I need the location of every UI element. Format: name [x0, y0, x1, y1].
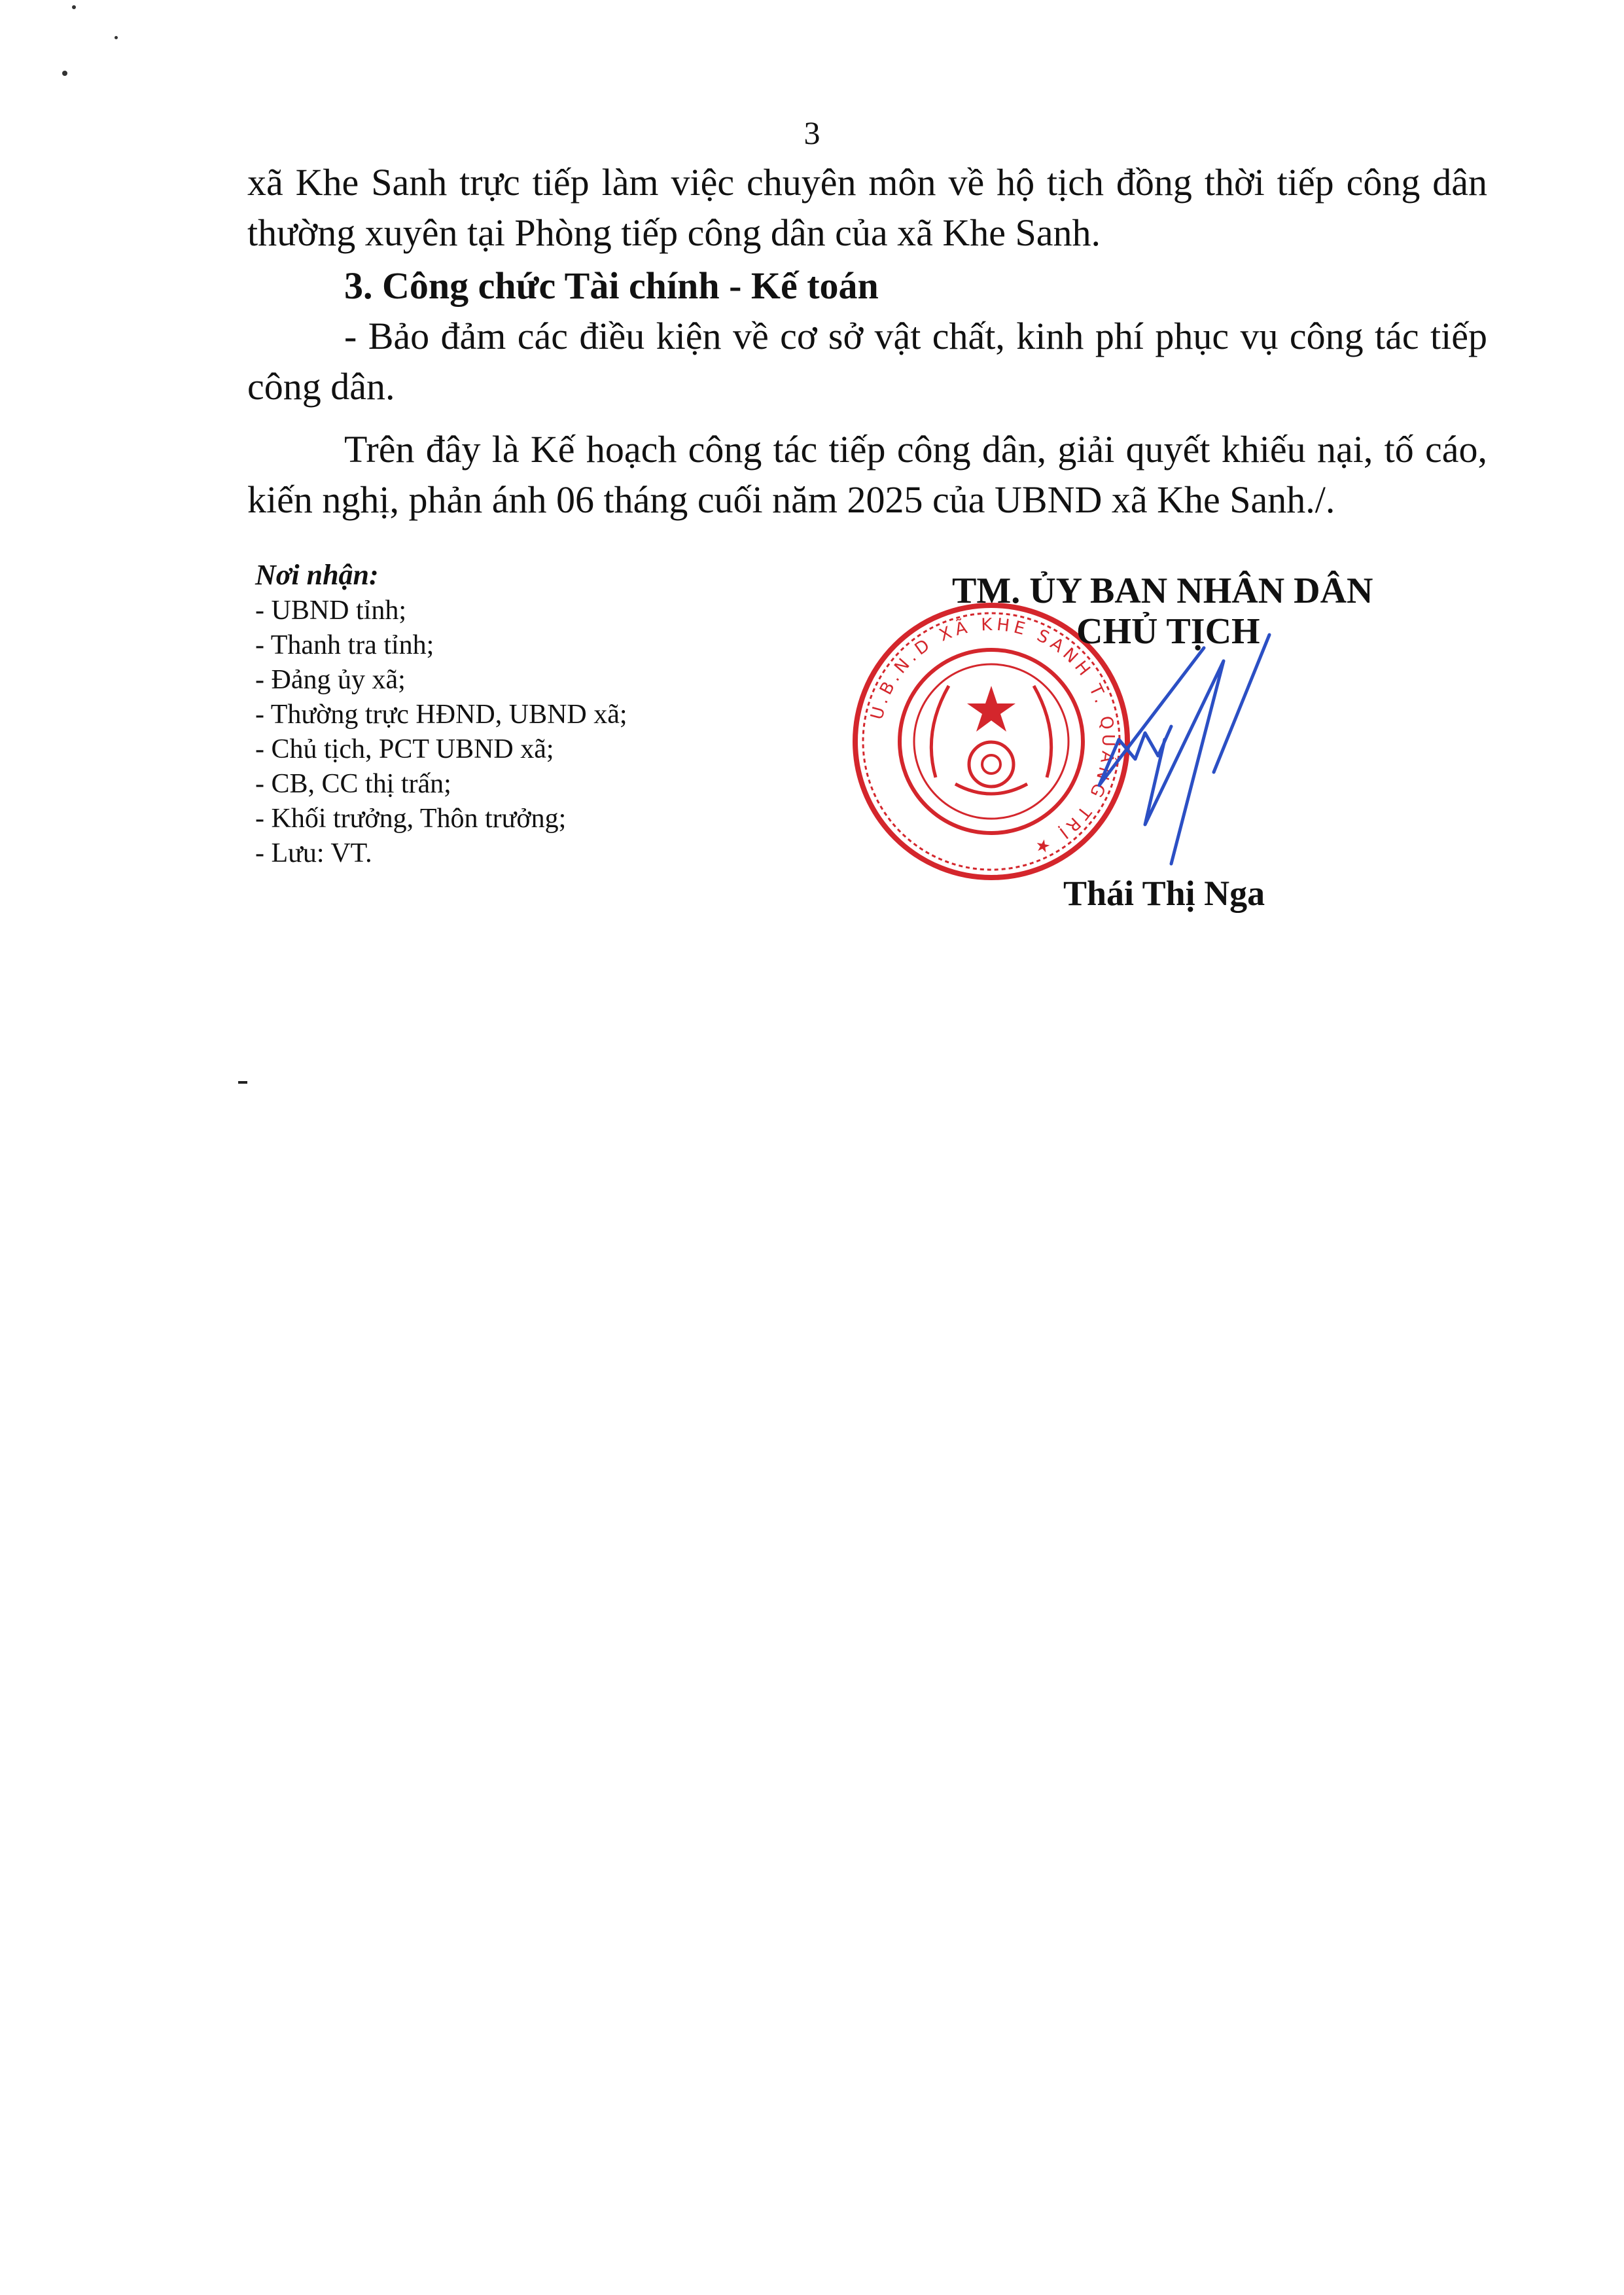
recipient-item: - Lưu: VT. — [255, 838, 372, 868]
recipient-item: - Khối trưởng, Thôn trưởng; — [255, 804, 567, 834]
svg-text:U.B.N.D XÃ KHE SANH T. QUẢ: U.B.N.D XÃ KHE SANH T. QUẢNG TRỊ ★ — [867, 614, 1118, 860]
recipient-item: - CB, CC thị trấn; — [255, 769, 451, 799]
scan-mark — [238, 1081, 247, 1084]
recipients-list — [255, 594, 779, 871]
body-paragraph-2: - Bảo đảm các điều kiện về cơ sở vật chất, kinh phí phục vụ công tác tiếp công dân. — [247, 315, 1487, 408]
recipient-item: - UBND tỉnh; — [255, 596, 406, 626]
recipients-title: Nơi nhận: — [255, 559, 379, 591]
body-paragraph-3: Trên đây là Kế hoạch công tác tiếp công dân, giải quyết khiếu nại, tố cáo, kiến nghị, phản ánh 06 tháng cuối năm 2025 của UBND xã Khe Sanh./. — [247, 428, 1487, 521]
scan-speck — [62, 71, 67, 76]
signer-name: Thái Thị Nga — [1063, 874, 1265, 913]
page-number: 3 — [803, 115, 821, 151]
signature-position: CHỦ TỊCH — [1076, 611, 1260, 652]
recipient-item: - Đảng ủy xã; — [255, 665, 406, 695]
section-heading: 3. Công chức Tài chính - Kế toán — [344, 264, 879, 307]
recipient-item: - Thường trực HĐND, UBND xã; — [255, 700, 627, 730]
body-paragraph-1: xã Khe Sanh trực tiếp làm việc chuyên môn về hộ tịch đồng thời tiếp công dân thường xuyên tại Phòng tiếp công dân của xã Khe Sanh. — [247, 161, 1487, 254]
signature-organization: TM. ỦY BAN NHÂN DÂN — [952, 571, 1373, 611]
scan-speck — [72, 5, 76, 9]
recipients-block — [255, 558, 779, 871]
document-body — [247, 157, 1487, 525]
recipient-item: - Thanh tra tỉnh; — [255, 630, 434, 660]
scan-speck — [115, 36, 118, 39]
recipient-item: - Chủ tịch, PCT UBND xã; — [255, 734, 554, 764]
